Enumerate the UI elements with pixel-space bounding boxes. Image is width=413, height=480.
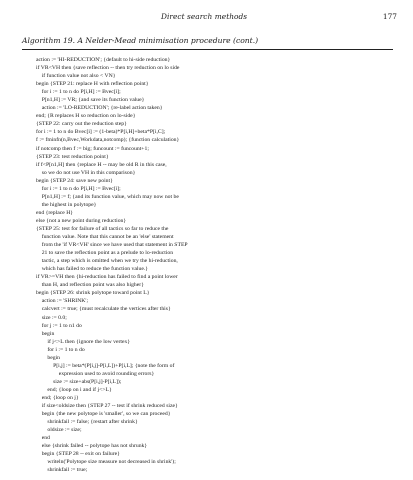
- running-head-title: Direct search methods: [161, 12, 248, 21]
- code-line: P[n1,H] := f; {and its function value, which may now not be: [36, 193, 179, 200]
- code-line: expression used to avoid rounding errors}: [36, 370, 155, 377]
- code-line: from the 'if VR<VH' since we have used that statement in STEP: [36, 242, 188, 249]
- code-line: calcvert := true; {must recalculate the vertices after this}: [36, 306, 171, 313]
- algorithm-caption: Algorithm 19. A Nelder-Mead minimisation procedure (cont.): [22, 36, 259, 45]
- pascal-code-listing: [36, 56, 392, 474]
- code-line: P[n1,H] := VR; {and save its function value}: [36, 97, 145, 104]
- code-line: for i := 1 to n do: [36, 346, 85, 353]
- code-line: size := size+abs(P[i,j]-P[i,L]);: [36, 378, 122, 385]
- code-line: oldsize := size;: [36, 427, 82, 434]
- code-line: begin: [36, 354, 61, 361]
- code-line: begin {STEP 21: replace H with reflection point}: [36, 81, 149, 88]
- code-line: if VR>=VH then {hi-reduction has failed to find a point lower: [36, 274, 178, 281]
- code-line: size := 0.0;: [36, 314, 67, 321]
- code-line: function value. Note that this cannot be an 'else' statement: [36, 234, 174, 241]
- code-line: end: [36, 435, 50, 442]
- code-line: than H, and reflection point was also higher}: [36, 282, 144, 289]
- caption-rule: [22, 49, 393, 50]
- code-line: end; {loop on i and if j<>L}: [36, 386, 112, 393]
- code-line: {STEP 25: test for failure of all tactics so far to reduce the: [36, 225, 169, 232]
- code-line: else {not a new point during reduction}: [36, 217, 127, 224]
- code-line: 21 to save the reflection point as a prelude to lo-reduction: [36, 250, 174, 257]
- code-line: if notcomp then f := big; funcount := funcount+1;: [36, 145, 149, 152]
- code-line: for j := 1 to n1 do: [36, 322, 82, 329]
- code-line: end {replace H}: [36, 209, 74, 216]
- code-line: begin {STEP 26: shrink polytope toward point L}: [36, 290, 150, 297]
- page-number: 177: [382, 12, 397, 21]
- code-line: if function value not also < VN}: [36, 73, 116, 80]
- code-line: so we do not use VH in this comparison}: [36, 169, 136, 176]
- code-line: tactic, a step which is omitted when we try the hi-reduction,: [36, 258, 178, 265]
- code-line: begin {STEP 28 -- exit on failure}: [36, 451, 120, 458]
- code-line: begin {STEP 24: save new point}: [36, 177, 113, 184]
- code-line: writeln('Polytope size measure not decreased in shrink');: [36, 459, 176, 466]
- code-line: begin: [36, 330, 55, 337]
- code-line: for i := 1 to n do P[i,H] := Bvec[i];: [36, 89, 121, 96]
- code-line: else {shrink failed -- polytope has not shrunk}: [36, 443, 148, 450]
- code-line: P[i,j] := beta*(P[i,j]-P[i,L])+P[i,L]; {note the form of: [36, 362, 175, 369]
- code-line: if size<oldsize then {STEP 27 -- test if shrink reduced size}: [36, 403, 178, 410]
- code-line: shrinkfail := true;: [36, 467, 88, 474]
- code-line: action := 'HI-REDUCTION'; {default to hi-side reduction}: [36, 57, 171, 63]
- code-line: for i := 1 to n do P[i,H] := Bvec[i];: [36, 185, 121, 192]
- code-line: {STEP 23: test reduction point}: [36, 153, 109, 160]
- page-header: [0, 6, 413, 20]
- code-line: if VR<VH then {save reflection -- then try reduction on lo side: [36, 65, 180, 72]
- code-line: end; {loop on j}: [36, 394, 79, 401]
- code-line: shrinkfail := false; {restart after shrink}: [36, 419, 138, 426]
- code-line: which has failed to reduce the function value.}: [36, 266, 149, 273]
- code-line: action := 'LO-REDUCTION'; {re-label action taken}: [36, 105, 163, 112]
- code-line: for i := 1 to n do Bvec[i] := (1-beta)*P[i,H]+beta*P[i,C];: [36, 129, 166, 136]
- code-line: if j<>L then {ignore the low vertex}: [36, 338, 131, 345]
- code-line: end; {R replaces H so reduction on lo-side}: [36, 113, 136, 120]
- code-line: if f<P[n1,H] then {replace H -- may be old R in this case,: [36, 161, 167, 168]
- code-line: begin {the new polytope is 'smaller', so we can proceed}: [36, 411, 171, 418]
- code-line: the highest in polytope}: [36, 201, 97, 208]
- code-line: {STEP 22: carry out the reduction step}: [36, 121, 127, 128]
- code-line: f := fminfn(n,Bvec,Workdata,notcomp); {function calculation}: [36, 137, 180, 144]
- code-line: action := 'SHRINK';: [36, 298, 89, 305]
